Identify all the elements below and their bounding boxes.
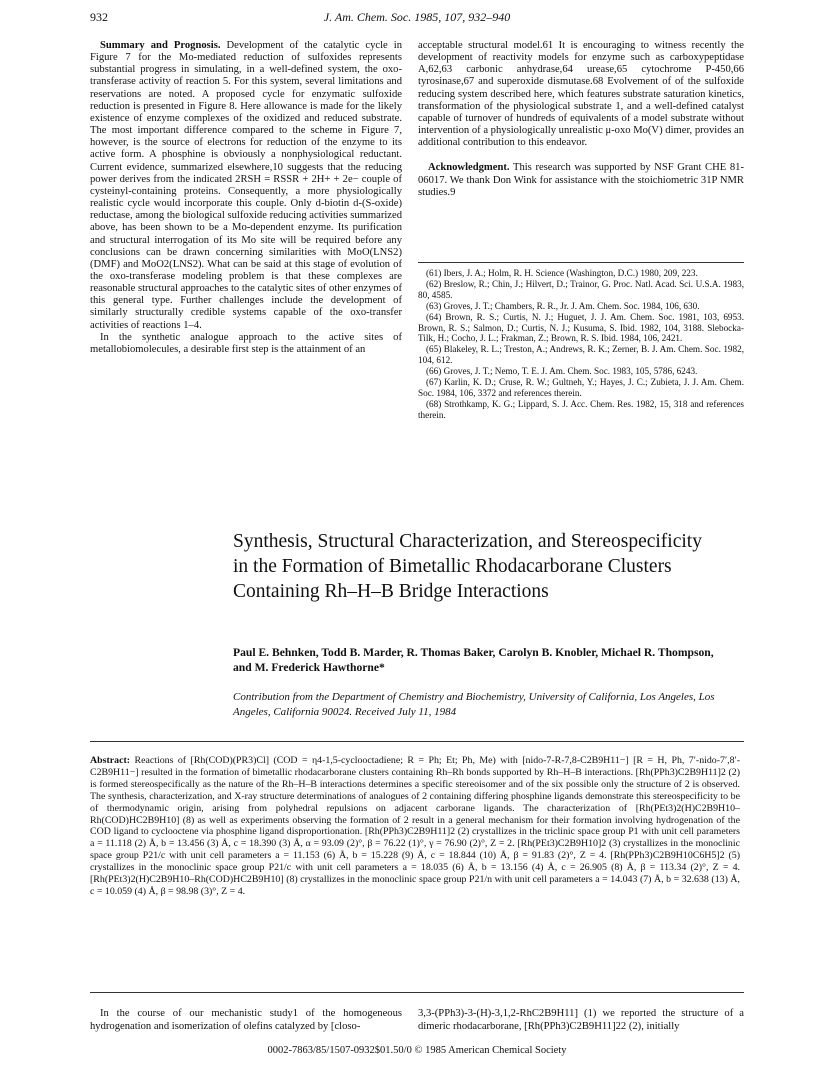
page-number: 932 — [90, 10, 108, 24]
reference-item: (62) Breslow, R.; Chin, J.; Hilvert, D.; Trainor, G. Proc. Natl. Acad. Sci. U.S.A. 1983, 80, 4585. — [418, 278, 744, 300]
references-list — [418, 268, 744, 421]
summary-heading: Summary and Prognosis. — [100, 40, 221, 51]
running-header — [90, 10, 744, 28]
reference-item: (67) Karlin, K. D.; Cruse, R. W.; Gultneh, Y.; Hayes, J. C.; Zubieta, J. J. Am. Chem. Soc. 1984, 106, 3372 and references therein. — [418, 377, 744, 398]
article-title: Synthesis, Structural Characterization, and Stereospecificity in the Formation of Bimetallic Rhodacarborane Clusters Containing Rh–H–B Bridge Interactions — [233, 531, 702, 602]
right-column — [418, 40, 744, 199]
reference-item: (65) Blakeley, R. L.; Treston, A.; Andrews, R. K.; Zerner, B. J. Am. Chem. Soc. 1982, 104, 612. — [418, 344, 744, 366]
references-divider — [418, 262, 744, 263]
structural-model-paragraph: acceptable structural model.61 It is encouraging to witness recently the development of reactivity models for enzyme such as carboxypeptidase A,62,63 carbonic anhydrase,64 urease,65 cytochrome P-450,66 tyrosinase,67 and superoxide dismutase.68 Evolvement of of the sulfoxide reducing system described here, which features substrate saturation kinetics, transformation of the physiological substrate 1, and a well-defined catalyst capable of turnover of hundreds of equivalents of a model substrate without intervention of a physiologically unrealistic μ-oxo Mo(V) dimer, provides an additional contribution to this endeavor. — [418, 40, 744, 149]
left-column — [90, 40, 402, 356]
acknowledgment-paragraph — [418, 162, 744, 198]
abstract-bottom-rule — [90, 992, 744, 993]
abstract-block — [90, 755, 740, 898]
affiliation: Contribution from the Department of Chemistry and Biochemistry, University of California, Los Angeles, Los Angeles, California 90024. Received July 11, 1984 — [233, 691, 715, 718]
copyright-footer: 0002-7863/85/1507-0932$01.50/0 © 1985 American Chemical Society — [267, 1045, 567, 1056]
reference-item: (61) Ibers, J. A.; Holm, R. H. Science (Washington, D.C.) 1980, 209, 223. — [426, 268, 698, 278]
summary-paragraph — [90, 40, 402, 332]
journal-citation: J. Am. Chem. Soc. 1985, 107, 932–940 — [323, 10, 511, 24]
author-list: Paul E. Behnken, Todd B. Marder, R. Thomas Baker, Carolyn B. Knobler, Michael R. Thompson, and M. Frederick Hawthorne* — [233, 646, 714, 674]
acknowledgment-heading: Acknowledgment. — [428, 162, 510, 174]
reference-item: (66) Groves, J. T.; Nemo, T. E. J. Am. Chem. Soc. 1983, 105, 5786, 6243. — [426, 366, 698, 377]
summary-text: Development of the catalytic cycle in Figure 7 for the Mo-mediated reduction of sulfoxides represents substantial progress in simulating, in a well-defined system, the oxo-transferase activity of reaction 5. For this system, several limitations and reservations are noted. A proposed cycle for enzymatic sulfoxide reduction is presented in Figure 8. Here allowance is made for the likely existence of enzyme complexes of the oxidized and reduced substrate. The most important difference compared to the scheme in Figure 7, however, is the source of electrons for reduction of the enzyme to its active form. A phosphine is obviously a nonphysiological reductant. Current evidence, summarized elsewhere,10 suggests that the reducing power derives from the indicated 2RSH = RSSR + 2H+ + 2e− couple of cysteinyl-containing proteins. Consequently, a more physiologically realistic cycle would incorporate this couple. Only d-biotin d-(S-oxide) reductase, among the biological sulfoxide reducing activities summarized above, has been shown to be a Mo-dependent enzyme. Its purification and structural interrogation of its Mo site will be required before any conclusions can be drawn concerning similarities with MoO(LNS2)(DMF) and MoO2(LNS2). What can be said at this stage of evolution of the oxo-transferase modeling problem is that these complexes are reasonable structural approaches to the catalytic sites of other enzymes of this general type. Further challenges include the development of similarly structurally credible systems capable of the oxo-transfer activities of reactions 1–4. — [90, 40, 402, 331]
reference-item: (63) Groves, J. T.; Chambers, R. R., Jr. J. Am. Chem. Soc. 1984, 106, 630. — [426, 300, 700, 311]
intro-right-column: 3,3-(PPh3)-3-(H)-3,1,2-RhC2B9H11] (1) we reported the structure of a dimeric rhodacarborane, [Rh(PPh3)C2B9H11]22 (2), initially — [418, 1008, 744, 1032]
reference-item: (64) Brown, R. S.; Curtis, N. J.; Huguet, J. J. Am. Chem. Soc. 1981, 103, 6953. Brown, R. S.; Salmon, D.; Curtis, N. J.; Kusuma, S. Ibid. 1982, 104, 3188. Slebocka-Tilk, H.; Cocho, J. L.; Frakman, Z.; Brown, R. S. Ibid. 1984, 106, 2421. — [418, 311, 744, 344]
abstract-top-rule — [90, 741, 744, 742]
abstract-text: Reactions of [Rh(COD)(PR3)Cl] (COD = η4-1,5-cyclooctadiene; R = Ph; Et; Ph, Me) with [nido-7-R-7,8-C2B9H11−] [R = H, Ph, 7′-nido-7′,8′-C2B9H11−] resulted in the formation of bimetallic rhodacarborane clusters containing Rh–Rh bonds supported by Rh–H–B interactions. [Rh(PPh3)C2B9H11]2 (2) is formed stereospecifically as the nature of the Rh–H–B interactions determines a specific stereoisomer and of the six possible only the structure of 2 is observed. The synthesis, characterization, and X-ray structure determinations of analogues of 2 containing differing phosphine ligands demonstrate this stereospecificity to be of thermodynamic origin, arising from polyhedral repulsions on adjacent carborane ligands. The characterization of [Rh(PEt3)2(H)C2B9H10–Rh(COD)HC2B9H10] (8) as well as experiments observing the formation of 2 result in a general mechanism for their formation involving hydrogenation of the COD ligand to cyclooctene via phosphine ligand disproportionation. [Rh(PPh3)C2B9H11]2 (2) crystallizes in the triclinic space group P1 with unit cell parameters a = 11.118 (2) Å, b = 13.456 (3) Å, c = 18.390 (3) Å, α = 93.09 (2)°, β = 76.22 (1)°, γ = 76.90 (2)°, Z = 2. [Rh(PEt3)C2B9H10]2 (3) crystallizes in the monoclinic space group P21/c with unit cell parameters a = 11.153 (6) Å, b = 15.228 (9) Å, c = 18.844 (10) Å, β = 91.83 (2)°, Z = 4. [Rh(PPh3)C2B9H10C6H5]2 (5) crystallizes in the monoclinic space group P21/c with unit cell parameters a = 18.035 (6) Å, b = 13.156 (4) Å, c = 26.905 (8) Å, β = 113.34 (2)°, Z = 4. [Rh(PEt3)2(H)C2B9H10–Rh(COD)HC2B9H10] (8) crystallizes in the monoclinic space group P21/n with unit cell parameters a = 14.043 (7) Å, b = 32.638 (13) Å, c = 10.059 (4) Å, β = 98.98 (3)°, Z = 4. — [90, 755, 740, 897]
synthetic-analogue-paragraph: In the synthetic analogue approach to the active sites of metallobiomolecules, a desirable first step is the attainment of an — [90, 331, 402, 355]
abstract-label: Abstract: — [90, 755, 131, 766]
acknowledgment-text: This research was supported by NSF Grant CHE 81-06017. We thank Don Wink for assistance with the stoichiometric 31P NMR studies.9 — [418, 162, 744, 198]
intro-left-column: In the course of our mechanistic study1 of the homogeneous hydrogenation and isomerization of olefins catalyzed by [closo- — [90, 1008, 402, 1032]
reference-item: (68) Strothkamp, K. G.; Lippard, S. J. Acc. Chem. Res. 1982, 15, 318 and references therein. — [418, 398, 744, 420]
